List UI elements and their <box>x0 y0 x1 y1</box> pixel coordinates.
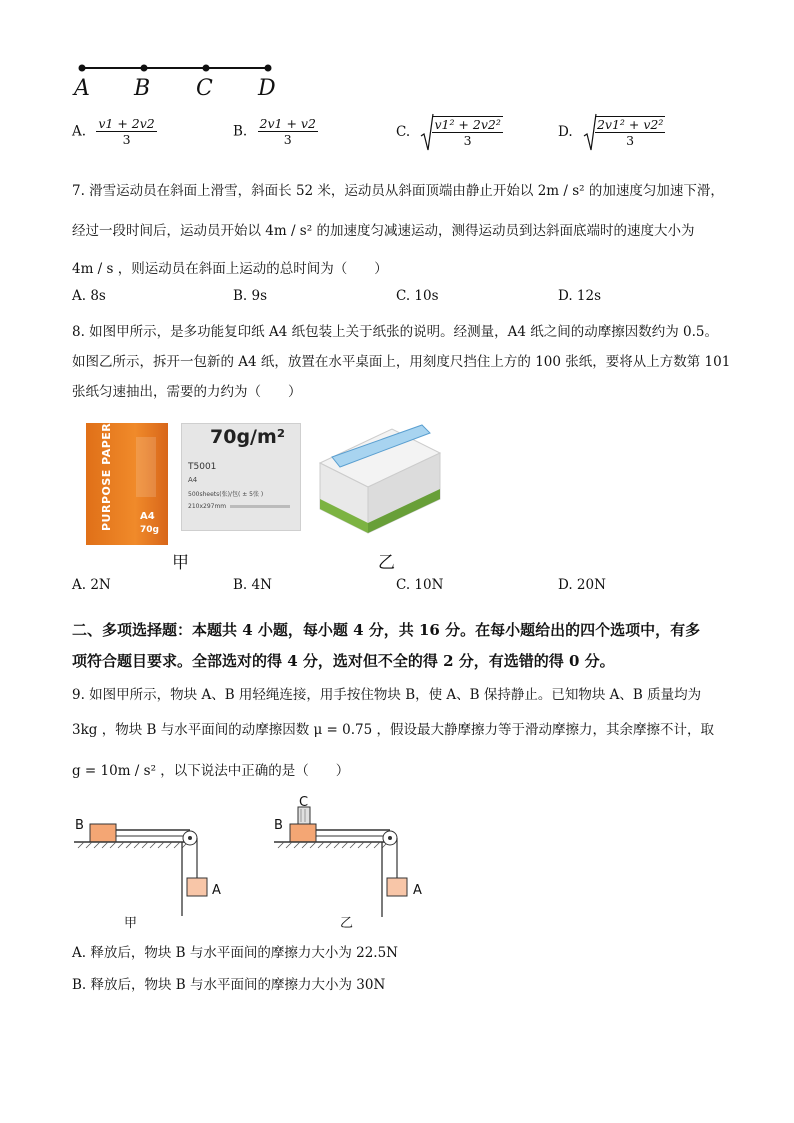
label-weight: 70g/m² <box>210 426 286 448</box>
label-code: T5001 <box>188 462 217 472</box>
q6-a-numerator: v1 + 2v2 <box>98 116 155 131</box>
q6-option-d[interactable]: D. $\frac{\text{2v1² + v2²}}{3}$ <box>558 112 665 152</box>
section2-heading-line2: 项符合题目要求。全部选对的得 4 分，选对但不全的得 2 分，有选错的得 0 分。 <box>72 652 615 670</box>
q9-yi-label-a: A <box>413 883 422 898</box>
label-dims: 210x297mm <box>188 503 227 510</box>
q7-option-b[interactable]: B. 9s <box>233 288 268 304</box>
figure-yi-caption: 乙 <box>378 553 395 573</box>
q7-stem-line3: 4m / s ，则运动员在斜面上运动的总时间为（ ） <box>72 261 388 277</box>
paper-box-weight: 70g <box>140 525 159 535</box>
point-d-label: D <box>258 76 276 101</box>
q9-yi-label-c: C <box>299 795 309 810</box>
section2-heading-line1: 二、多项选择题：本题共 4 小题，每小题 4 分，共 16 分。在每小题给出的四个选项中，有多 <box>72 621 701 639</box>
q6-c-numerator: v1² + 2v2² <box>434 117 501 132</box>
q9-yi-caption: 乙 <box>340 916 354 931</box>
point-a-label: A <box>74 76 90 101</box>
q8-option-a[interactable]: A. 2N <box>72 577 111 593</box>
paper-stack-image <box>314 421 444 539</box>
q8-stem-line1: 8. 如图甲所示，是多功能复印纸 A4 纸包装上关于纸张的说明。经测量，A4 纸之间的动摩擦因数约为 0.5。 <box>72 324 718 340</box>
label-sheets: 500sheets(张)/包( ± 5张 ) <box>188 491 264 498</box>
q6-option-b[interactable]: B. $\frac{2v1 + v2}{3}$ <box>233 116 316 147</box>
q9-jia-caption: 甲 <box>124 916 138 931</box>
q9-stem-line1: 9. 如图甲所示，物块 A、B 用轻绳连接，用手按住物块 B，使 A、B 保持静止。已知物块 A、B 质量均为 <box>72 687 702 703</box>
q7-option-d[interactable]: D. 12s <box>558 288 602 304</box>
q9-figure-jia <box>72 812 232 918</box>
q7-option-c[interactable]: C. 10s <box>396 288 439 304</box>
paper-box-brand-text: PURPOSE PAPER <box>100 422 113 531</box>
label-size: A4 <box>188 476 198 484</box>
q9-figure-yi <box>274 795 434 919</box>
q9-option-a[interactable]: A. 释放后，物块 B 与水平面间的摩擦力大小为 22.5N <box>72 945 398 961</box>
q6-option-c[interactable]: C. $\frac{\text{v1² + 2v2²}}{3}$ <box>396 112 503 152</box>
q9-stem-line3: g = 10m / s² ，以下说法中正确的是（ ） <box>72 763 350 779</box>
paper-box-size: A4 <box>140 511 155 522</box>
q6-d-numerator: 2v1² + v2² <box>596 117 664 132</box>
point-b-label: B <box>134 76 151 101</box>
q6-b-numerator: 2v1 + v2 <box>259 116 316 131</box>
q8-stem-line3: 张纸匀速抽出，需要的力约为（ ） <box>72 384 302 400</box>
q8-option-b[interactable]: B. 4N <box>233 577 272 593</box>
q9-stem-line2: 3kg ，物块 B 与水平面间的动摩擦因数 μ = 0.75 ，假设最大静摩擦力等于滑动摩擦力，其余摩擦不计，取 <box>72 722 715 738</box>
q8-stem-line2: 如图乙所示，拆开一包新的 A4 纸，放置在水平桌面上，用刻度尺挡住上方的 100 张纸，要将从上方数第 101 <box>72 354 731 370</box>
point-c-label: C <box>196 76 213 101</box>
q7-stem-line2: 经过一段时间后，运动员开始以 4m / s² 的加速度匀减速运动，测得运动员到达斜面底端时的速度大小为 <box>72 223 695 239</box>
q8-option-d[interactable]: D. 20N <box>558 577 606 593</box>
q6-option-a[interactable]: A. $\frac{v1 + 2v2}{3}$ <box>72 116 155 147</box>
q9-yi-label-b: B <box>274 818 283 833</box>
figure-jia-caption: 甲 <box>172 553 189 573</box>
q9-option-b[interactable]: B. 释放后，物块 B 与水平面间的摩擦力大小为 30N <box>72 977 386 993</box>
paper-spec-label <box>181 423 301 531</box>
q9-jia-label-a: A <box>212 883 221 898</box>
q7-option-a[interactable]: A. 8s <box>72 288 106 304</box>
q8-option-c[interactable]: C. 10N <box>396 577 444 593</box>
q9-jia-label-b: B <box>75 818 84 833</box>
segment-figure <box>70 58 290 108</box>
q7-stem-line1: 7. 滑雪运动员在斜面上滑雪，斜面长 52 米，运动员从斜面顶端由静止开始以 2m / s² 的加速度匀加速下滑， <box>72 183 724 199</box>
paper-box-image <box>86 423 168 545</box>
